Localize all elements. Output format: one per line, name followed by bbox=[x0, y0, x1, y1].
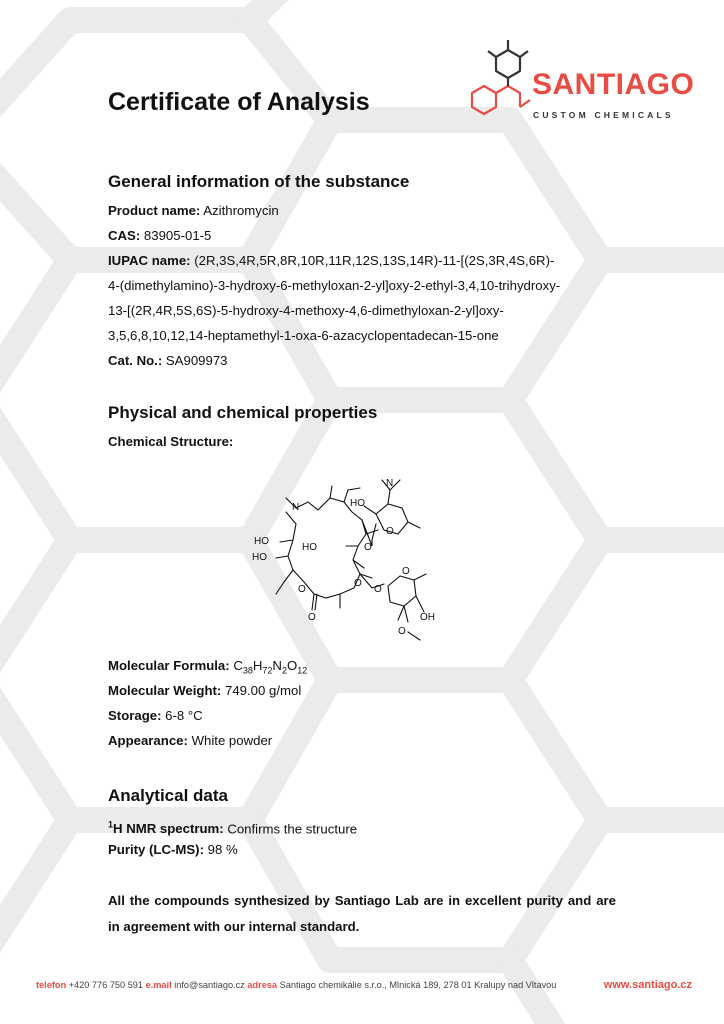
product-name-row bbox=[108, 203, 279, 219]
purity-label: Purity (LC-MS): bbox=[108, 842, 204, 857]
storage-value: 6-8 °C bbox=[165, 708, 203, 723]
storage-row bbox=[108, 708, 203, 724]
molecular-weight-value: 749.00 g/mol bbox=[225, 683, 302, 698]
footer bbox=[36, 980, 692, 990]
svg-text:O: O bbox=[298, 584, 306, 595]
footer-website-link[interactable]: www.santiago.cz bbox=[603, 979, 692, 991]
iupac-line-4: 3,5,6,8,10,12,14-heptamethyl-1-oxa-6-azacyclopentadecan-15-one bbox=[108, 328, 499, 343]
product-name-label: Product name: bbox=[108, 203, 201, 218]
cas-label: CAS: bbox=[108, 228, 141, 243]
iupac-line-3: 13-[(2R,4R,5S,6S)-5-hydroxy-4-methoxy-4,6-dimethyloxan-2-yl]oxy- bbox=[108, 303, 504, 318]
svg-text:O: O bbox=[308, 612, 316, 623]
footer-address-label: adresa bbox=[247, 980, 278, 990]
closing-statement: All the compounds synthesized by Santiago Lab are in excellent purity and are in agreement with our internal standard. bbox=[108, 893, 616, 934]
cas-value: 83905-01-5 bbox=[143, 228, 212, 243]
formula-element: H bbox=[252, 658, 263, 673]
formula-element: C bbox=[233, 658, 243, 673]
svg-text:HO: HO bbox=[254, 536, 269, 547]
formula-subscript: 72 bbox=[262, 665, 273, 676]
footer-phone-label: telefon bbox=[36, 980, 67, 990]
svg-text:N: N bbox=[292, 502, 300, 513]
footer-phone[interactable]: +420 776 750 591 bbox=[68, 980, 144, 990]
footer-address: Santiago chemikálie s.r.o., Mlnická 189, 278 01 Kralupy nad Vltavou bbox=[279, 980, 557, 990]
storage-label: Storage: bbox=[108, 708, 162, 723]
svg-text:O: O bbox=[364, 542, 372, 553]
product-name-value: Azithromycin bbox=[203, 203, 279, 218]
svg-text:HO: HO bbox=[350, 498, 365, 509]
appearance-value: White powder bbox=[191, 733, 273, 748]
formula-subscript: 12 bbox=[297, 665, 308, 676]
formula-element: N bbox=[272, 658, 282, 673]
molecular-formula-row bbox=[108, 658, 307, 679]
nmr-row bbox=[108, 817, 357, 837]
nmr-label: H NMR spectrum: bbox=[113, 821, 224, 837]
nmr-superscript: 1 bbox=[108, 820, 114, 830]
svg-text:OH: OH bbox=[420, 612, 435, 623]
svg-text:HO: HO bbox=[302, 542, 317, 553]
appearance-label: Appearance: bbox=[108, 733, 188, 748]
formula-subscript: 2 bbox=[281, 665, 287, 676]
cas-row bbox=[108, 228, 211, 244]
physical-heading: Physical and chemical properties bbox=[108, 403, 378, 422]
cat-no-value: SA909973 bbox=[165, 353, 228, 368]
analytical-heading: Analytical data bbox=[108, 786, 228, 805]
svg-text:O: O bbox=[374, 584, 382, 595]
appearance-row bbox=[108, 733, 272, 749]
formula-subscript: 38 bbox=[242, 665, 253, 676]
cat-no-label: Cat. No.: bbox=[108, 353, 163, 368]
molecular-formula-label: Molecular Formula: bbox=[108, 658, 230, 673]
formula-element: O bbox=[286, 658, 298, 673]
svg-text:N: N bbox=[386, 478, 394, 489]
chemical-structure-diagram bbox=[248, 462, 478, 662]
footer-email[interactable]: info@santiago.cz bbox=[174, 980, 245, 990]
iupac-row-1 bbox=[108, 253, 554, 269]
svg-text:O: O bbox=[398, 626, 406, 637]
svg-text:HO: HO bbox=[252, 552, 267, 563]
purity-row bbox=[108, 842, 238, 858]
svg-text:O: O bbox=[402, 566, 410, 577]
page-title: Certificate of Analysis bbox=[108, 88, 370, 116]
cat-no-row bbox=[108, 353, 228, 369]
general-heading: General information of the substance bbox=[108, 172, 410, 191]
molecular-formula-value bbox=[233, 658, 308, 676]
nmr-value: Confirms the structure bbox=[227, 821, 358, 837]
chemical-structure-label: Chemical Structure: bbox=[108, 434, 234, 449]
purity-value: 98 % bbox=[207, 842, 238, 857]
iupac-label: IUPAC name: bbox=[108, 253, 191, 268]
iupac-line-2: 4-(dimethylamino)-3-hydroxy-6-methyloxan-2-yl]oxy-2-ethyl-3,4,10-trihydroxy- bbox=[108, 278, 561, 293]
logo-brand-name: SANTIAGO bbox=[532, 68, 695, 101]
svg-text:O: O bbox=[386, 526, 394, 537]
iupac-line-1: (2R,3S,4R,5R,8R,10R,11R,12S,13S,14R)-11-[(2S,3R,4S,6R)- bbox=[194, 253, 555, 268]
footer-email-label: e.mail bbox=[145, 980, 172, 990]
molecular-weight-row bbox=[108, 683, 301, 699]
svg-text:O: O bbox=[354, 578, 362, 589]
logo-tagline: CUSTOM CHEMICALS bbox=[533, 110, 674, 120]
molecular-weight-label: Molecular Weight: bbox=[108, 683, 222, 698]
